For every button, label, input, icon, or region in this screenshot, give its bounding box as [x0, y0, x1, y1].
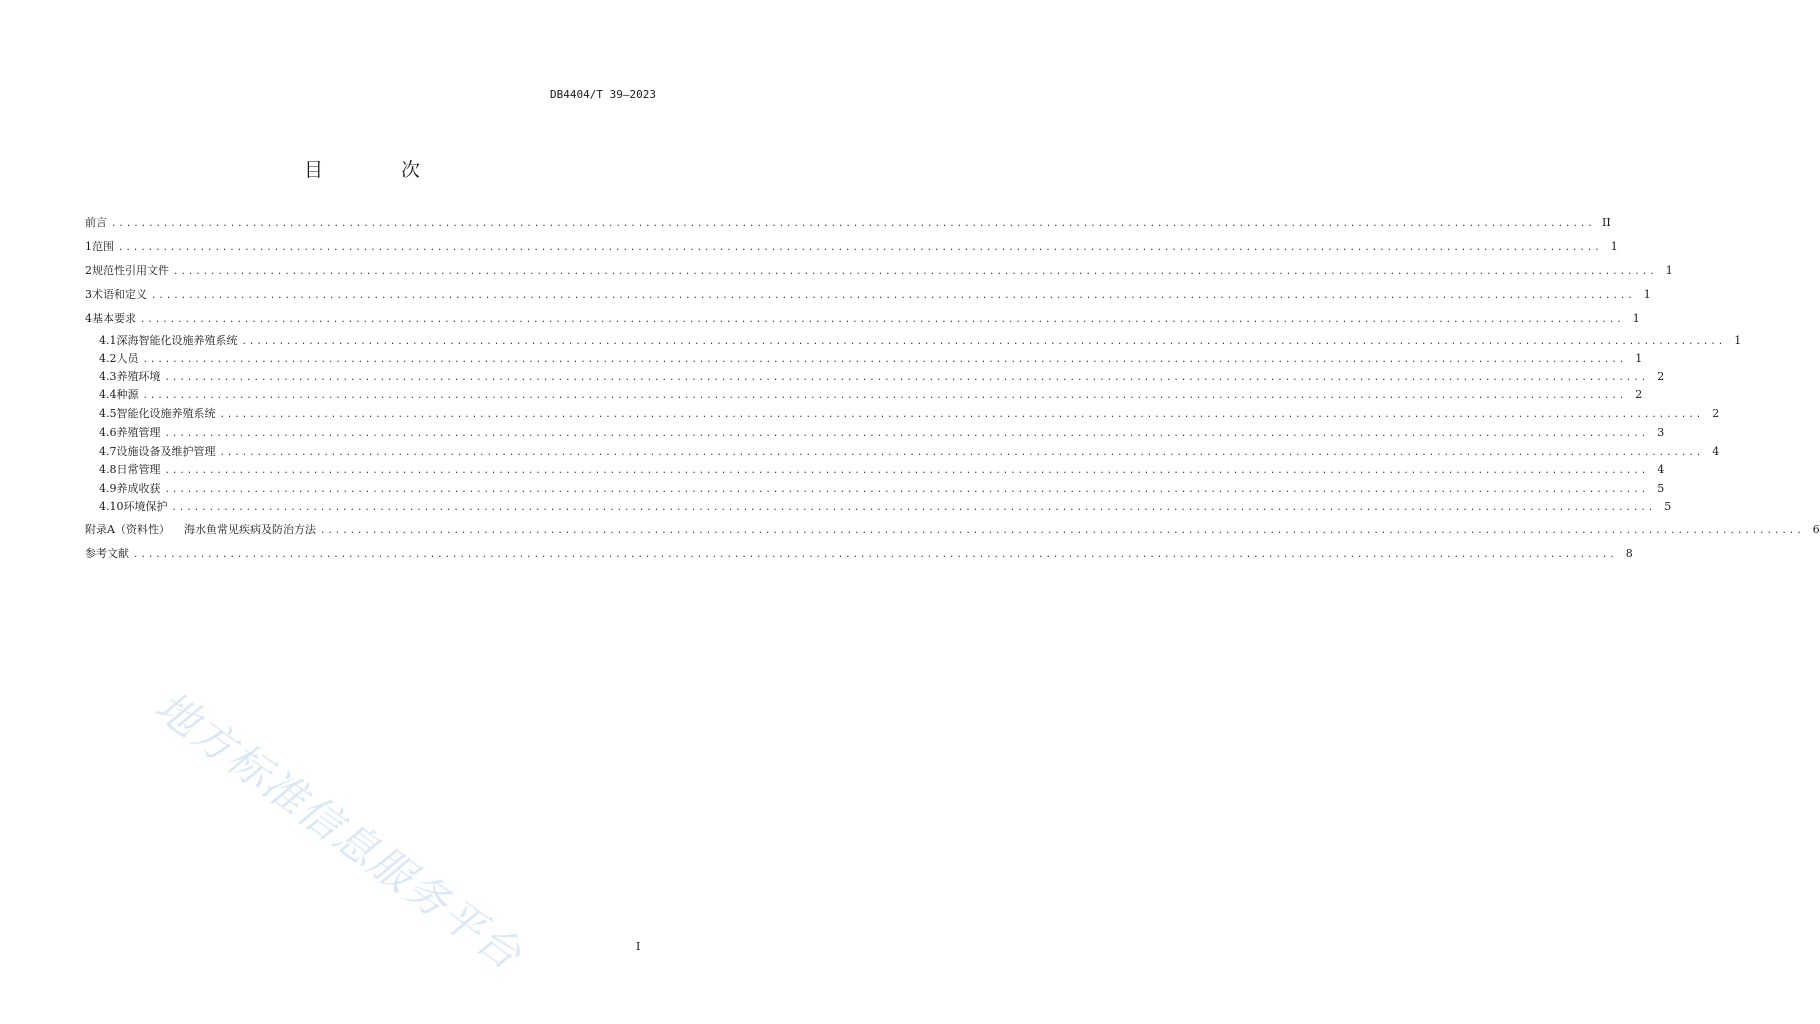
- page-number: I: [636, 940, 641, 953]
- toc-entry-number: 1: [85, 240, 92, 253]
- toc-entry-number: 4.9: [99, 482, 117, 495]
- toc-entry-label: 海水鱼常见疾病及防治方法: [183, 523, 316, 536]
- toc-entry-label: 术语和定义: [92, 288, 147, 301]
- toc-entry-label: 养殖管理: [116, 426, 161, 439]
- toc-entry[interactable]: [85, 352, 1643, 366]
- toc-entry-label: 范围: [92, 240, 114, 253]
- toc-entry-page: 2: [1635, 388, 1643, 401]
- toc-entry-number: 4.6: [99, 426, 117, 439]
- toc-leader-dots: ........................................................................................................................................................................................................: [118, 243, 1602, 253]
- toc-entry-label: 规范性引用文件: [92, 264, 169, 277]
- toc-entry-label: 参考文献: [85, 547, 129, 560]
- toc-entry-page: 2: [1712, 407, 1720, 420]
- toc-entry[interactable]: [85, 288, 1651, 302]
- document-code: DB4404/T 39—2023: [550, 88, 656, 101]
- toc-entry-page: 4: [1712, 445, 1720, 458]
- toc-entry-label: 前言: [85, 216, 107, 229]
- toc-entry-page: 4: [1657, 463, 1665, 476]
- toc-leader-dots: ........................................................................................................................................................................................................: [219, 410, 1704, 420]
- toc-entry[interactable]: [85, 426, 1665, 440]
- toc-entry-number: 4: [85, 312, 92, 325]
- toc-entry-page: 1: [1734, 334, 1742, 347]
- page-title: 目 次: [303, 159, 457, 181]
- toc-entry[interactable]: [85, 523, 1820, 537]
- toc-leader-dots: ........................................................................................................................................................................................................: [171, 503, 1656, 513]
- toc-entry[interactable]: [85, 264, 1673, 278]
- toc-leader-dots: ........................................................................................................................................................................................................: [164, 466, 1649, 476]
- toc-entry-label: 种源: [116, 388, 139, 401]
- toc-leader-dots: ........................................................................................................................................................................................................: [164, 429, 1649, 439]
- toc-entry[interactable]: [85, 216, 1611, 230]
- toc-leader-dots: ........................................................................................................................................................................................................: [173, 267, 1657, 277]
- toc-entry[interactable]: [85, 388, 1643, 402]
- toc-entry-number: 4.7: [99, 445, 117, 458]
- toc-entry-page: 1: [1643, 288, 1651, 301]
- toc-leader-dots: ........................................................................................................................................................................................................: [164, 485, 1649, 495]
- toc-leader-dots: ........................................................................................................................................................................................................: [219, 448, 1704, 458]
- toc-entry-number: 4.10: [99, 500, 124, 513]
- toc-entry-number: 4.1: [99, 334, 117, 347]
- toc-entry-number: 4.3: [99, 370, 117, 383]
- toc-entry[interactable]: [85, 463, 1665, 477]
- toc-leader-dots: ........................................................................................................................................................................................................: [319, 526, 1804, 536]
- toc-entry-page: 2: [1657, 370, 1665, 383]
- toc-entry-number: 附录A（资料性）: [85, 523, 170, 536]
- toc-entry-page: 5: [1664, 500, 1672, 513]
- toc-leader-dots: ........................................................................................................................................................................................................: [241, 337, 1726, 347]
- toc-entry-page: 8: [1625, 547, 1633, 560]
- toc-leader-dots: ........................................................................................................................................................................................................: [140, 315, 1624, 325]
- toc-entry-page: 1: [1665, 264, 1673, 277]
- toc-entry-label: 人员: [116, 352, 139, 365]
- toc-entry-label: 深海智能化设施养殖系统: [116, 334, 238, 347]
- toc-entry-page: 3: [1657, 426, 1665, 439]
- toc-entry[interactable]: [85, 445, 1720, 459]
- toc-entry-number: 4.8: [99, 463, 117, 476]
- toc-entry-label: 环境保护: [123, 500, 168, 513]
- toc-entry-label: 日常管理: [116, 463, 161, 476]
- toc-leader-dots: ........................................................................................................................................................................................................: [142, 355, 1627, 365]
- toc-entry-label: 养成收获: [116, 482, 161, 495]
- toc-leader-dots: ........................................................................................................................................................................................................: [133, 550, 1617, 560]
- toc-entry-page: 1: [1635, 352, 1643, 365]
- toc-entry-page: 6: [1812, 523, 1820, 536]
- toc-entry[interactable]: [85, 370, 1665, 384]
- toc-entry-number: 4.5: [99, 407, 117, 420]
- toc-entry[interactable]: [85, 482, 1665, 496]
- toc-entry[interactable]: [85, 240, 1618, 254]
- toc-entry-number: 4.4: [99, 388, 117, 401]
- toc-entry[interactable]: [85, 312, 1640, 326]
- toc-entry[interactable]: [85, 334, 1742, 348]
- toc-entry-label: 养殖环境: [116, 370, 161, 383]
- toc-entry-label: 智能化设施养殖系统: [116, 407, 216, 420]
- toc-entry-page: 1: [1610, 240, 1618, 253]
- toc-leader-dots: ........................................................................................................................................................................................................: [164, 373, 1649, 383]
- toc-leader-dots: ........................................................................................................................................................................................................: [151, 291, 1635, 301]
- toc-entry[interactable]: [85, 547, 1633, 561]
- toc-entry-page: 1: [1632, 312, 1640, 325]
- toc-entry-number: 2: [85, 264, 92, 277]
- toc-entry[interactable]: [85, 500, 1672, 514]
- toc-entry-label: 基本要求: [92, 312, 136, 325]
- toc-leader-dots: ........................................................................................................................................................................................................: [111, 219, 1595, 229]
- watermark: 地方标准信息服务平台: [146, 681, 532, 980]
- toc-entry-page: 5: [1657, 482, 1665, 495]
- toc-entry-page: II: [1602, 216, 1611, 229]
- toc-entry-number: 3: [85, 288, 92, 301]
- toc-entry-number: 4.2: [99, 352, 117, 365]
- toc-entry-label: 设施设备及维护管理: [116, 445, 216, 458]
- toc-entry[interactable]: [85, 407, 1720, 421]
- toc-leader-dots: ........................................................................................................................................................................................................: [142, 391, 1627, 401]
